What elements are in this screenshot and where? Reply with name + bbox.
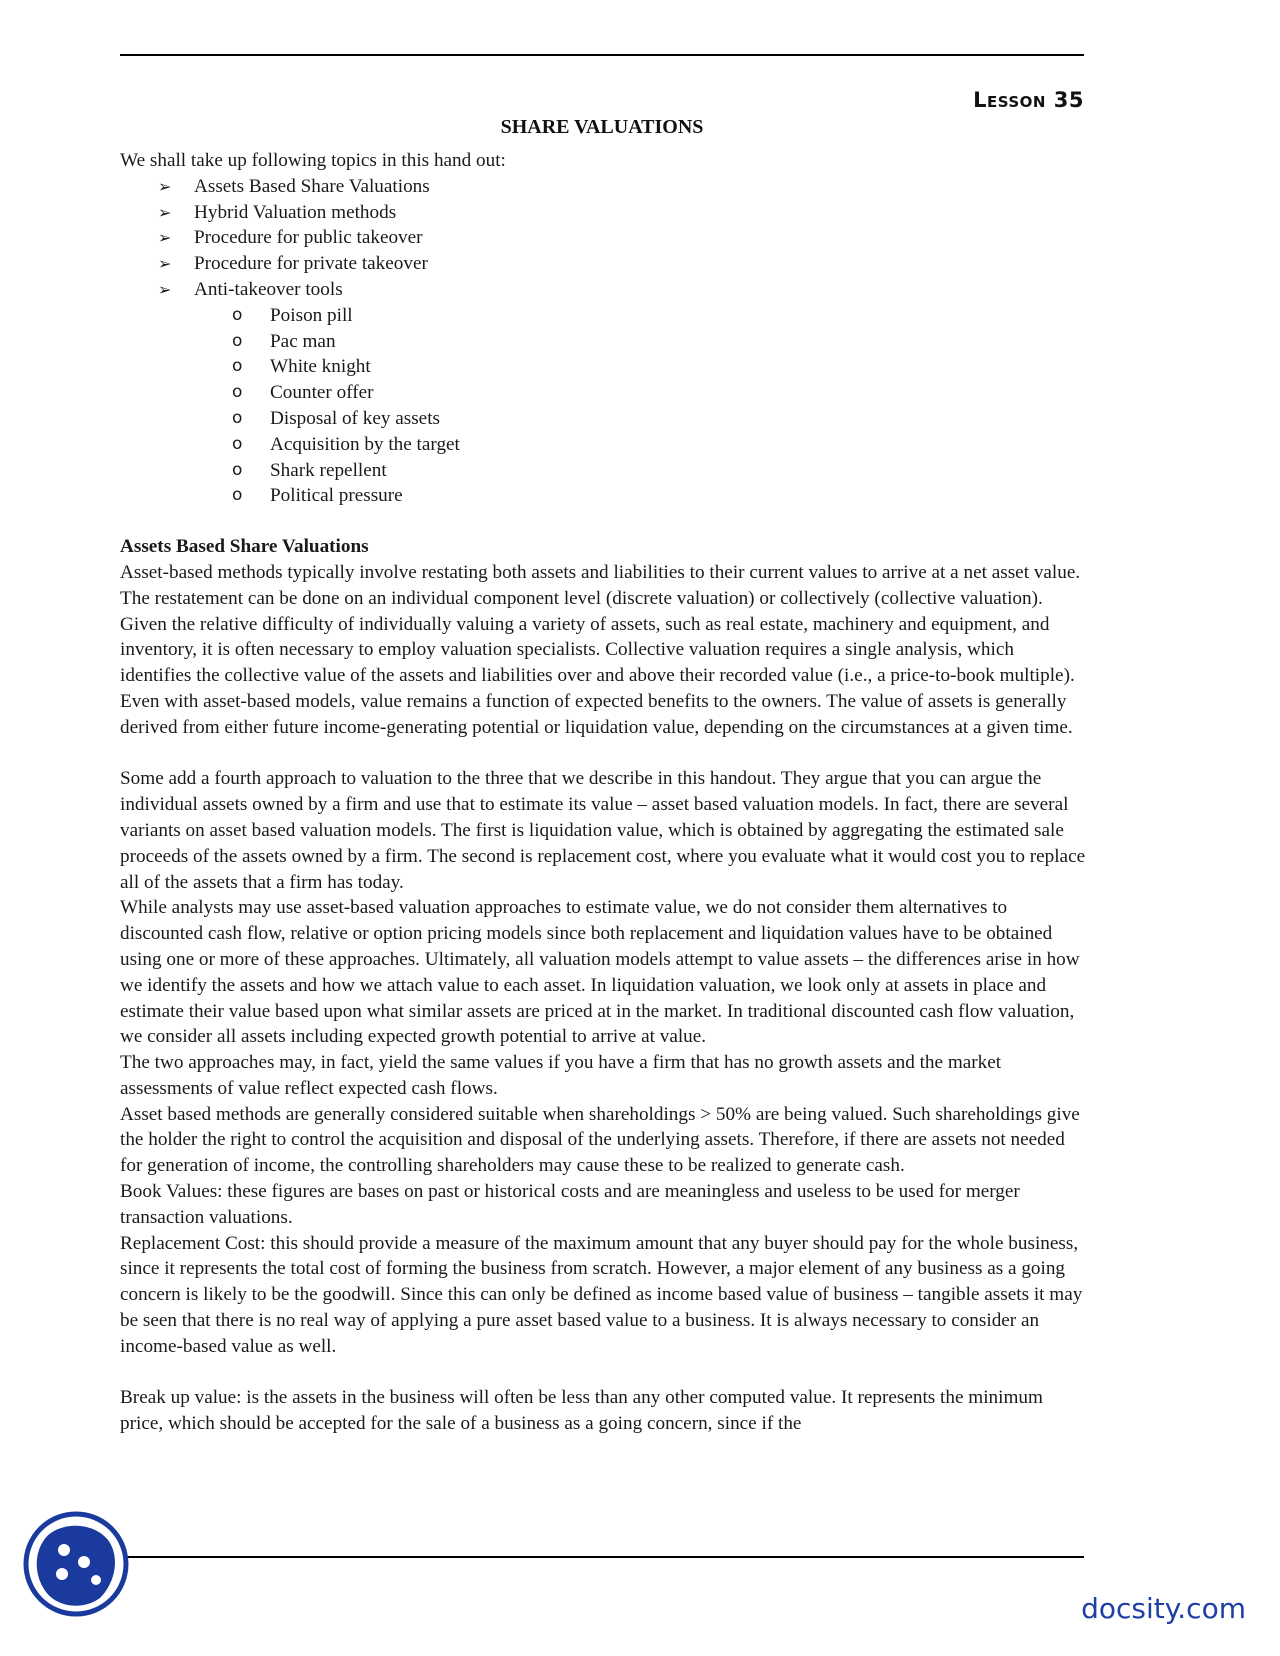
bottom-rule bbox=[120, 1556, 1084, 1558]
section-heading: Assets Based Share Valuations bbox=[120, 536, 369, 558]
topic-item: ➢ Procedure for public takeover bbox=[120, 225, 1088, 251]
subtopic-item: o Pac man bbox=[120, 329, 1088, 355]
document-body bbox=[120, 148, 1088, 1437]
docsity-brand-link[interactable]: docsity.com bbox=[1081, 1592, 1246, 1625]
paragraph: The two approaches may, in fact, yield the same values if you have a firm that has no growth assets and the market assessments of value reflect expected cash flows. bbox=[120, 1052, 1002, 1099]
paragraph: Book Values: these figures are bases on past or historical costs and are meaningless and useless to be used for merger transaction valuations. bbox=[120, 1181, 1020, 1228]
paragraph: Some add a fourth approach to valuation to the three that we describe in this handout. They argue that you can argue the individual assets owned by a firm and use that to estimate its value – asset based valuation models. In fact, there are several variants on asset based valuation models. The first is liquidation value, which is obtained by aggregating the estimated sale proceeds of the assets owned by a firm. The second is replacement cost, where you evaluate what it would cost you to replace all of the assets that a firm has today. bbox=[120, 768, 1086, 893]
subtopic-item: o Poison pill bbox=[120, 303, 1088, 329]
paragraph-gap bbox=[120, 741, 1088, 767]
circle-bullet-icon: o bbox=[232, 433, 243, 454]
subtopic-item: o Political pressure bbox=[120, 483, 1088, 509]
circle-bullet-icon: o bbox=[232, 304, 243, 325]
topic-list bbox=[120, 174, 1088, 509]
subtopic-item: o Counter offer bbox=[120, 380, 1088, 406]
arrow-bullet-icon: ➢ bbox=[158, 176, 172, 196]
paragraph: While analysts may use asset-based valuation approaches to estimate value, we do not consider them alternatives to discounted cash flow, relative or option pricing models since both replacement and liquidation values have to be obtained using one or more of these approaches. Ultimately, all valuation models attempt to value assets – the differences arise in how we identify the assets and how we attach value to each asset. In liquidation valuation, we look only at assets in place and estimate their value based upon what similar assets are priced at in the market. In traditional discounted cash flow valuation, we consider all assets including expected growth potential to arrive at value. bbox=[120, 897, 1080, 1048]
circle-bullet-icon: o bbox=[232, 356, 243, 377]
paragraph: Asset-based methods typically involve restating both assets and liabilities to their current values to arrive at a net asset value. The restatement can be done on an individual component level (discrete valuation) or collectively (collective valuation). Given the relative difficulty of individually valuing a variety of assets, such as real estate, machinery and equipment, and inventory, it is often necessary to employ valuation specialists. Collective valuation requires a single analysis, which identifies the collective value of the assets and liabilities over and above their recorded value (i.e., a price-to-book multiple). Even with asset-based models, value remains a function of expected benefits to the owners. The value of assets is generally derived from either future income-generating potential or liquidation value, depending on the circumstances at a given time. bbox=[120, 561, 1081, 738]
subtopic-item: o Shark repellent bbox=[120, 458, 1088, 484]
arrow-bullet-icon: ➢ bbox=[158, 279, 172, 299]
circle-bullet-icon: o bbox=[232, 330, 243, 351]
topic-item: ➢ Hybrid Valuation methods bbox=[120, 200, 1088, 226]
topic-item: ➢ Assets Based Share Valuations bbox=[120, 174, 1088, 200]
paragraph-gap bbox=[120, 1360, 1088, 1386]
lesson-number: Lesson 35 bbox=[973, 88, 1084, 112]
subtopic-item: o White knight bbox=[120, 354, 1088, 380]
topic-item: ➢ Procedure for private takeover bbox=[120, 251, 1088, 277]
arrow-bullet-icon: ➢ bbox=[158, 254, 172, 274]
circle-bullet-icon: o bbox=[232, 407, 243, 428]
paragraph: Asset based methods are generally considered suitable when shareholdings > 50% are being valued. Such shareholdings give the holder the right to control the acquisition and disposal of the underlying assets. Therefore, if there are assets not needed for generation of income, the controlling shareholders may cause these to be realized to generate cash. bbox=[120, 1103, 1080, 1177]
paragraph: Replacement Cost: this should provide a measure of the maximum amount that any buyer should pay for the whole business, since it represents the total cost of forming the business from scratch. However, a major element of any business as a going concern is likely to be the goodwill. Since this can only be defined as income based value of business – tangible assets it may be seen that there is no real way of applying a pure asset based value to a business. It is always necessary to consider an income-based value as well. bbox=[120, 1232, 1083, 1357]
page-title: SHARE VALUATIONS bbox=[500, 116, 704, 138]
topic-item: ➢ Anti-takeover tools o Poison pill o Pac man o White knight o Counter offer o Disposal of key assets o Acquisition by the target o Shark repellent o Political pressure bbox=[120, 277, 1088, 509]
intro-text: We shall take up following topics in this hand out: bbox=[120, 150, 506, 171]
circle-bullet-icon: o bbox=[232, 459, 243, 480]
paragraph: Break up value: is the assets in the business will often be less than any other computed value. It represents the minimum price, which should be accepted for the sale of a business as a going concern, since if the bbox=[120, 1387, 1043, 1435]
arrow-bullet-icon: ➢ bbox=[158, 202, 172, 222]
arrow-bullet-icon: ➢ bbox=[158, 228, 172, 248]
circle-bullet-icon: o bbox=[232, 485, 243, 506]
circle-bullet-icon: o bbox=[232, 382, 243, 403]
subtopic-item: o Acquisition by the target bbox=[120, 432, 1088, 458]
top-rule bbox=[120, 54, 1084, 56]
subtopic-item: o Disposal of key assets bbox=[120, 406, 1088, 432]
subtopic-list bbox=[120, 303, 1088, 509]
docsity-logo-icon[interactable] bbox=[22, 1510, 130, 1618]
